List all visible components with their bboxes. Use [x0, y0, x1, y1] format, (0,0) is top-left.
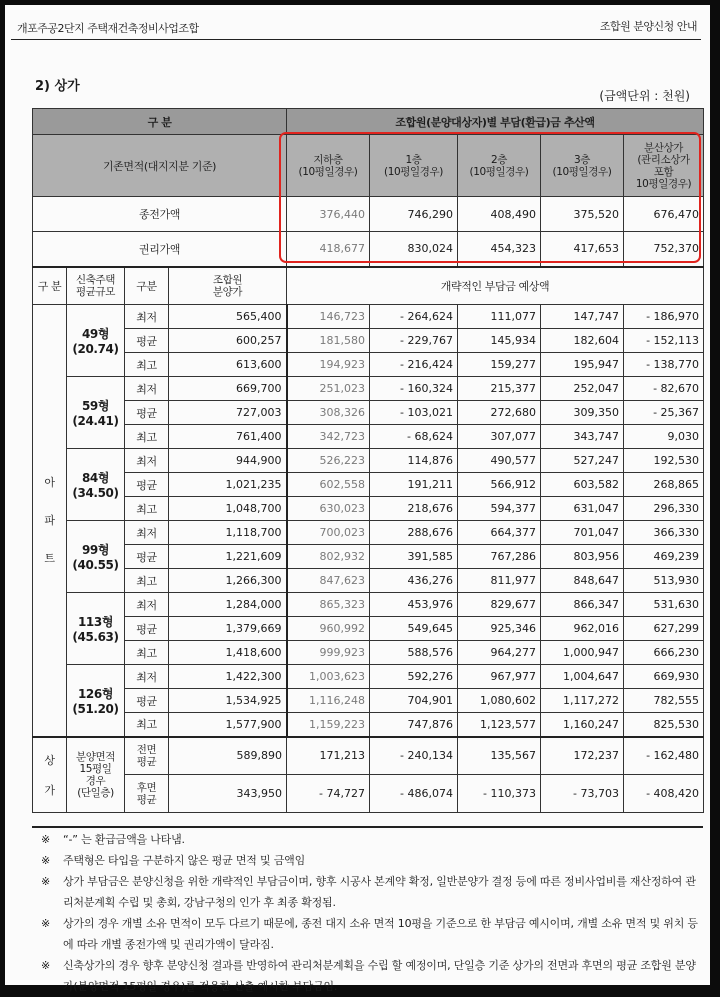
estimate-cell: 469,239	[624, 545, 704, 569]
estimate-cell: 802,932	[287, 545, 370, 569]
level-label: 최저	[125, 449, 169, 473]
col-header-line: (10평일경우)	[552, 165, 612, 178]
value-cell: 746,290	[370, 197, 458, 232]
estimate-cell: - 160,324	[370, 377, 458, 401]
estimate-cell: 192,530	[624, 449, 704, 473]
level-label: 평균	[125, 473, 169, 497]
estimate-cell: 490,577	[458, 449, 541, 473]
estimate-cell: 1,000,947	[541, 641, 624, 665]
member-price-cell: 600,257	[169, 329, 287, 353]
estimate-cell: 829,677	[458, 593, 541, 617]
level-label: 최고	[125, 641, 169, 665]
member-price-cell: 1,577,900	[169, 713, 287, 737]
unit-type-name: 49형	[81, 327, 110, 341]
value-cell: 375,520	[541, 197, 624, 232]
sub-label: 구분	[125, 267, 169, 305]
unit-type-cell	[67, 665, 125, 737]
estimate-cell: 603,582	[541, 473, 624, 497]
label-line: 조합원	[212, 273, 243, 286]
estimate-cell: 594,377	[458, 497, 541, 521]
member-price-cell: 343,950	[169, 775, 287, 813]
col-header-floor3	[541, 135, 624, 197]
col-header-line: (관리소상가	[637, 153, 690, 166]
estimate-cell: 308,326	[287, 401, 370, 425]
shop-type-line: 15평일	[79, 762, 112, 775]
estimate-cell: - 186,970	[624, 305, 704, 329]
estimate-cell: 704,901	[370, 689, 458, 713]
table-bottom-rule	[32, 826, 703, 828]
estimate-cell: 251,023	[287, 377, 370, 401]
member-price-cell: 1,266,300	[169, 569, 287, 593]
estimate-cell: 566,912	[458, 473, 541, 497]
estimate-cell: 194,923	[287, 353, 370, 377]
value-cell: 418,677	[287, 232, 370, 267]
col-header-line: 포함	[653, 165, 674, 178]
shop-type-line: (단일층)	[77, 786, 114, 799]
row-label: 권리가액	[33, 232, 287, 267]
value-cell: 830,024	[370, 232, 458, 267]
estimate-cell: 272,680	[458, 401, 541, 425]
estimate-cell: 967,977	[458, 665, 541, 689]
col-header-floor1	[370, 135, 458, 197]
note-item	[41, 871, 701, 913]
unit-type-name: 126형	[77, 686, 114, 701]
estimate-cell: 865,323	[287, 593, 370, 617]
notes-list	[41, 829, 701, 997]
col-header-distributed	[624, 135, 704, 197]
note-text: 주택형은 타입을 구분하지 않은 평균 면적 및 금액임	[63, 854, 306, 867]
table-row	[33, 593, 704, 617]
col-header-line: 2층	[491, 153, 508, 166]
value-cell: 408,490	[458, 197, 541, 232]
member-price-cell: 1,534,925	[169, 689, 287, 713]
table-row	[33, 545, 704, 569]
estimate-cell: 527,247	[541, 449, 624, 473]
member-price-cell: 944,900	[169, 449, 287, 473]
estimate-cell: 782,555	[624, 689, 704, 713]
shop-category-label	[33, 737, 67, 813]
estimate-cell: 147,747	[541, 305, 624, 329]
estimate-cell: - 408,420	[624, 775, 704, 813]
note-item	[41, 955, 701, 997]
table-row	[33, 569, 704, 593]
estimate-cell: 215,377	[458, 377, 541, 401]
estimate-title: 조합원(분양대상자)별 부담(환급)금 추산액	[287, 109, 704, 135]
estimate-cell: 669,930	[624, 665, 704, 689]
type-size-label	[67, 267, 125, 305]
value-cell: 376,440	[287, 197, 370, 232]
unit-type-cell	[67, 593, 125, 665]
unit-type-name: 99형	[81, 543, 110, 557]
estimate-cell: 343,747	[541, 425, 624, 449]
estimate-cell: 114,876	[370, 449, 458, 473]
estimate-cell: 847,623	[287, 569, 370, 593]
estimate-cell: 962,016	[541, 617, 624, 641]
estimate-cell: 767,286	[458, 545, 541, 569]
estimate-cell: 964,277	[458, 641, 541, 665]
value-cell: 676,470	[624, 197, 704, 232]
header-row-2	[33, 135, 704, 197]
table-row	[33, 665, 704, 689]
estimate-cell: - 25,367	[624, 401, 704, 425]
label-line: 평균규모	[76, 285, 115, 298]
estimate-cell: - 216,424	[370, 353, 458, 377]
member-price-cell: 1,118,700	[169, 521, 287, 545]
header-row-1	[33, 109, 704, 135]
label-line: 전면	[136, 743, 157, 756]
note-item	[41, 850, 701, 871]
document-page	[5, 5, 710, 993]
estimate-cell: - 73,703	[541, 775, 624, 813]
estimate-cell: 191,211	[370, 473, 458, 497]
rights-value-row	[33, 232, 704, 267]
document-title: 조합원 분양신청 안내	[599, 20, 697, 33]
member-price-cell: 761,400	[169, 425, 287, 449]
level-label: 최고	[125, 713, 169, 737]
estimate-cell: 453,976	[370, 593, 458, 617]
estimate-cell: 181,580	[287, 329, 370, 353]
unit-type-name: 113형	[77, 615, 114, 629]
estimate-cell: 296,330	[624, 497, 704, 521]
member-price-cell: 1,048,700	[169, 497, 287, 521]
member-price-cell: 1,422,300	[169, 665, 287, 689]
col-header-line: 10평일경우)	[635, 177, 692, 190]
shop-label-char: 상	[44, 753, 55, 767]
member-price-cell: 589,890	[169, 737, 287, 775]
estimate-cell: 159,277	[458, 353, 541, 377]
unit-type-size: (45.63)	[72, 630, 119, 644]
estimate-cell: 268,865	[624, 473, 704, 497]
value-cell: 417,653	[541, 232, 624, 267]
gubun-label: 구 분	[33, 267, 67, 305]
estimate-cell: 664,377	[458, 521, 541, 545]
unit-type-size: (24.41)	[72, 414, 119, 428]
label-line: 평균	[136, 793, 157, 806]
estimate-cell: 666,230	[624, 641, 704, 665]
shop-label-char: 가	[44, 783, 55, 797]
unit-type-size: (51.20)	[72, 701, 119, 716]
estimate-cell: 848,647	[541, 569, 624, 593]
level-label: 최저	[125, 665, 169, 689]
unit-type-name: 84형	[81, 471, 110, 485]
table-row	[33, 305, 704, 329]
member-price-cell: 727,003	[169, 401, 287, 425]
estimate-cell: 925,346	[458, 617, 541, 641]
estimate-cell: 631,047	[541, 497, 624, 521]
level-label: 평균	[125, 689, 169, 713]
member-price-label	[169, 267, 287, 305]
table-row	[33, 353, 704, 377]
estimate-cell: 145,934	[458, 329, 541, 353]
estimate-cell: - 82,670	[624, 377, 704, 401]
estimate-cell: - 240,134	[370, 737, 458, 775]
apt-label-char: 파	[44, 514, 55, 528]
table-row	[33, 401, 704, 425]
note-mark: ※	[41, 917, 51, 930]
level-label: 평균	[125, 401, 169, 425]
table-row	[33, 497, 704, 521]
estimate-cell: - 68,624	[370, 425, 458, 449]
estimate-cell: 366,330	[624, 521, 704, 545]
estimate-cell: 252,047	[541, 377, 624, 401]
contribution-table	[32, 108, 704, 813]
table-row	[33, 329, 704, 353]
level-label: 최고	[125, 497, 169, 521]
estimate-cell: 1,003,623	[287, 665, 370, 689]
table-row	[33, 473, 704, 497]
estimate-cell: 1,123,577	[458, 713, 541, 737]
member-price-cell: 1,021,235	[169, 473, 287, 497]
estimate-cell: 588,576	[370, 641, 458, 665]
value-cell: 454,323	[458, 232, 541, 267]
table-row	[33, 713, 704, 737]
apt-label-char: 아	[44, 476, 55, 490]
col-header-line: (10평일경우)	[384, 165, 443, 178]
estimate-cell: 288,676	[370, 521, 458, 545]
note-text: 상가 부담금은 분양신청을 위한 개략적인 부담금이며, 향후 시공사 본계약 확정, 일반분양가 결정 등에 따른 정비사업비를 재산정하여 관리처분계획 수립 및 총회, 강남구청의 인가 후 최종 확정됨.	[63, 875, 696, 909]
estimate-cell: 1,160,247	[541, 713, 624, 737]
unit-type-name: 59형	[81, 399, 110, 413]
label-line: 분양가	[212, 285, 243, 298]
prior-value-row	[33, 197, 704, 232]
estimate-cell: - 103,021	[370, 401, 458, 425]
section-title: 2) 상가	[35, 79, 80, 94]
note-text: 신축상가의 경우 향후 분양신청 결과를 반영하여 관리처분계획을 수립 할 예정이며, 단일층 기준 상가의 전면과 후면의 평균 조합원 분양가(분양면적 15평일 경우)를 적용한 산출 예시한 부담금임.	[63, 959, 696, 993]
estimate-cell: - 152,113	[624, 329, 704, 353]
level-label: 평균	[125, 329, 169, 353]
estimate-cell: 803,956	[541, 545, 624, 569]
label-line: 신축주택	[76, 273, 115, 286]
level-label: 최저	[125, 593, 169, 617]
association-name: 개포주공2단지 주택재건축정비사업조합	[17, 22, 199, 35]
estimate-cell: 1,004,647	[541, 665, 624, 689]
estimate-cell: 630,023	[287, 497, 370, 521]
level-label: 최저	[125, 305, 169, 329]
shop-type-cell	[67, 737, 125, 813]
apt-category-label	[33, 305, 67, 737]
col-header-line: 1층	[405, 153, 422, 166]
estimate-cell: 700,023	[287, 521, 370, 545]
member-price-cell: 1,418,600	[169, 641, 287, 665]
level-label: 최저	[125, 521, 169, 545]
note-item	[41, 829, 701, 850]
estimate-cell: 1,159,223	[287, 713, 370, 737]
estimate-cell: 1,116,248	[287, 689, 370, 713]
unit-type-cell	[67, 377, 125, 449]
estimate-cell: - 74,727	[287, 775, 370, 813]
member-price-cell: 1,284,000	[169, 593, 287, 617]
unit-type-size: (34.50)	[72, 486, 119, 500]
shop-position-label	[125, 737, 169, 775]
unit-type-cell	[67, 305, 125, 377]
table-row	[33, 449, 704, 473]
note-mark: ※	[41, 833, 51, 846]
estimate-cell: 531,630	[624, 593, 704, 617]
area-basis-label: 기존면적(대지지분 기준)	[33, 135, 287, 197]
table-row	[33, 689, 704, 713]
estimate-cell: 602,558	[287, 473, 370, 497]
apt-label-char: 트	[44, 552, 55, 566]
note-item	[41, 913, 701, 955]
member-price-cell: 613,600	[169, 353, 287, 377]
estimate-cell: 866,347	[541, 593, 624, 617]
estimate-cell: 999,923	[287, 641, 370, 665]
note-mark: ※	[41, 959, 51, 972]
estimate-cell: 342,723	[287, 425, 370, 449]
note-text: “-” 는 환급금액을 나타냄.	[63, 833, 185, 846]
estimate-cell: 307,077	[458, 425, 541, 449]
level-label: 평균	[125, 545, 169, 569]
estimate-cell: 309,350	[541, 401, 624, 425]
level-label: 최고	[125, 569, 169, 593]
estimate-cell: - 229,767	[370, 329, 458, 353]
estimate-header-row	[33, 267, 704, 305]
estimate-cell: 436,276	[370, 569, 458, 593]
col-header-floor2	[458, 135, 541, 197]
estimate-cell: 811,977	[458, 569, 541, 593]
level-label: 최저	[125, 377, 169, 401]
estimate-cell: 146,723	[287, 305, 370, 329]
shop-type-line: 경우	[85, 774, 106, 787]
estimate-cell: - 264,624	[370, 305, 458, 329]
unit-type-cell	[67, 521, 125, 593]
estimate-cell: 549,645	[370, 617, 458, 641]
value-cell: 752,370	[624, 232, 704, 267]
unit-type-cell	[67, 449, 125, 521]
col-header-line: 3층	[574, 153, 591, 166]
label-line: 후면	[136, 781, 157, 794]
estimate-cell: 172,237	[541, 737, 624, 775]
col-header-line: (10평일경우)	[298, 165, 358, 178]
gubun-header: 구 분	[33, 109, 287, 135]
estimate-cell: 9,030	[624, 425, 704, 449]
col-header-line: 분산상가	[644, 141, 684, 154]
member-price-cell: 1,379,669	[169, 617, 287, 641]
table-row	[33, 425, 704, 449]
unit-type-size: (40.55)	[72, 558, 119, 572]
level-label: 최고	[125, 425, 169, 449]
estimate-cell: 513,930	[624, 569, 704, 593]
estimate-cell: 701,047	[541, 521, 624, 545]
table-row	[33, 521, 704, 545]
estimate-cell: 960,992	[287, 617, 370, 641]
estimate-cell: 627,299	[624, 617, 704, 641]
estimate-cell: - 110,373	[458, 775, 541, 813]
table-row	[33, 377, 704, 401]
unit-type-size: (20.74)	[72, 342, 119, 356]
estimate-cell: 526,223	[287, 449, 370, 473]
member-price-cell: 669,700	[169, 377, 287, 401]
estimate-cell: - 138,770	[624, 353, 704, 377]
estimate-cell: 1,117,272	[541, 689, 624, 713]
header-divider	[11, 39, 701, 40]
estimate-cell: 182,604	[541, 329, 624, 353]
unit-note: (금액단위 : 천원)	[599, 89, 690, 103]
estimate-cell: 171,213	[287, 737, 370, 775]
col-header-line: (10평일경우)	[469, 165, 529, 178]
estimate-cell: - 486,074	[370, 775, 458, 813]
estimate-label: 개략적인 부담금 예상액	[287, 267, 704, 305]
estimate-cell: 195,947	[541, 353, 624, 377]
col-header-line: 지하층	[313, 153, 343, 166]
shop-type-line: 분양면적	[76, 750, 115, 763]
table-row	[33, 737, 704, 775]
estimate-cell: - 162,480	[624, 737, 704, 775]
page-header	[13, 15, 703, 35]
estimate-cell: 747,876	[370, 713, 458, 737]
note-text: 상가의 경우 개별 소유 면적이 모두 다르기 때문에, 종전 대지 소유 면적 10평을 기준으로 한 부담금 예시이며, 개별 소유 면적 및 위치 등에 따라 개별 종전가액 및 권리가액이 달라짐.	[63, 917, 698, 951]
note-mark: ※	[41, 854, 51, 867]
estimate-cell: 135,567	[458, 737, 541, 775]
col-header-basement	[287, 135, 370, 197]
estimate-cell: 111,077	[458, 305, 541, 329]
table-row	[33, 775, 704, 813]
estimate-cell: 592,276	[370, 665, 458, 689]
note-mark: ※	[41, 875, 51, 888]
estimate-cell: 391,585	[370, 545, 458, 569]
member-price-cell: 1,221,609	[169, 545, 287, 569]
label-line: 평균	[136, 755, 157, 768]
level-label: 평균	[125, 617, 169, 641]
estimate-cell: 825,530	[624, 713, 704, 737]
member-price-cell: 565,400	[169, 305, 287, 329]
estimate-cell: 218,676	[370, 497, 458, 521]
table-row	[33, 617, 704, 641]
estimate-cell: 1,080,602	[458, 689, 541, 713]
shop-position-label	[125, 775, 169, 813]
level-label: 최고	[125, 353, 169, 377]
row-label: 종전가액	[33, 197, 287, 232]
table-row	[33, 641, 704, 665]
